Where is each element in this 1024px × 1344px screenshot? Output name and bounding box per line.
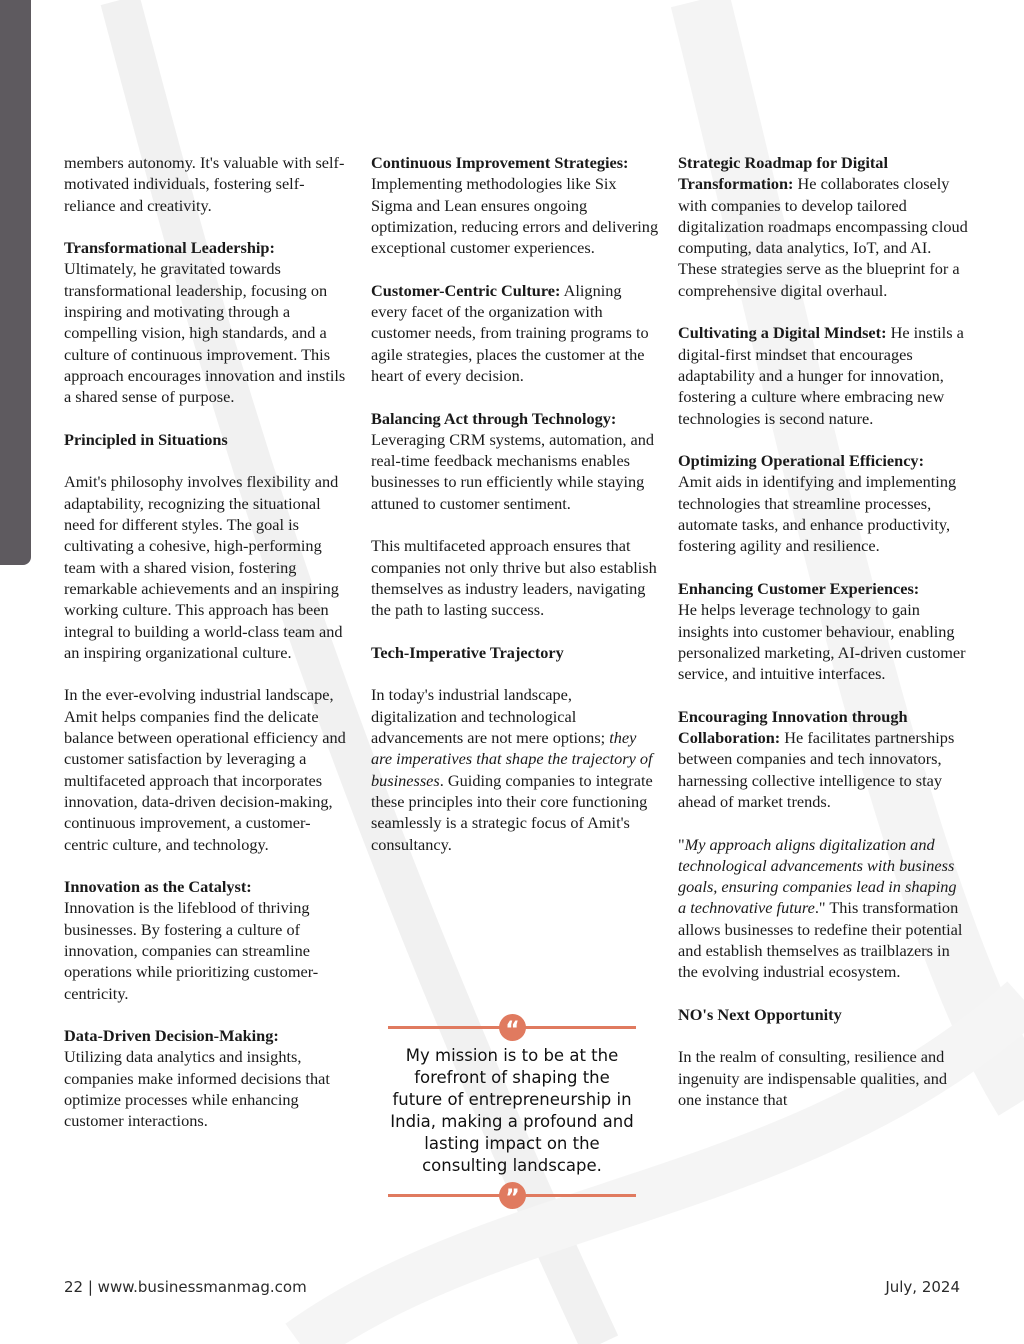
- subheading: Innovation as the Catalyst:: [64, 877, 252, 897]
- quote-divider-top: [388, 1014, 636, 1043]
- paragraph: Encouraging Innovation through Collaboration: He facilitates partnerships between companies and tech innovators, harnessing collective intelligence to stay ahead of market trends.: [678, 706, 955, 811]
- quote-divider-bottom: [388, 1182, 636, 1211]
- subheading: Balancing Act through Technology:: [371, 408, 617, 428]
- subheading: Customer-Centric Culture:: [371, 280, 561, 300]
- subheading: Enhancing Customer Experiences:: [678, 578, 920, 598]
- paragraph: Optimizing Operational Efficiency: Amit aids in identifying and implementing technologies that streamline processes, automate tasks, and enhance productivity, fostering agility and resilience.: [678, 451, 957, 556]
- subheading: Transformational Leadership:: [64, 238, 275, 258]
- column-3: [678, 152, 968, 1132]
- column-1: [64, 152, 354, 1153]
- quote-paragraph: "My approach aligns digitalization and technological advancements with business goals, ensuring companies lead in shaping a technovative future." This transformation allows businesses to redefine their potential and establish themselves as trailblazers in the evolving industrial ecosystem.: [678, 834, 963, 982]
- paragraph: This multifaceted approach ensures that companies not only thrive but also establish themselves as industry leaders, navigating the path to lasting success.: [371, 536, 657, 620]
- paragraph: Cultivating a Digital Mindset: He instils a digital-first mindset that encourages adaptability and a hunger for innovation, fostering a culture where embracing new technologies is second nature.: [678, 323, 964, 428]
- open-quote-icon: “: [499, 1014, 526, 1041]
- paragraph: In the ever-evolving industrial landscape, Amit helps companies find the delicate balance between operational efficiency and customer satisfaction by leveraging a multifaceted approach that incorporates innovation, data-driven decision-making, continuous improvement, a customer-centric culture, and technology.: [64, 685, 346, 854]
- paragraph: Enhancing Customer Experiences: He helps leverage technology to gain insights into customer behaviour, enabling personalized marketing, AI-driven customer service, and intuitive interfaces.: [678, 578, 966, 684]
- side-accent-bar: [0, 0, 31, 565]
- pull-quote-text: My mission is to be at the forefront of shaping the future of entrepreneurship in India, making a profound and lasting impact on the consulting landscape.: [390, 1046, 634, 1175]
- subheading: Optimizing Operational Efficiency:: [678, 451, 924, 471]
- paragraph: Innovation as the Catalyst: Innovation is the lifeblood of thriving businesses. By fostering a culture of innovation, companies can streamline operations while prioritizing customer-centricity.: [64, 877, 319, 1003]
- paragraph: Transformational Leadership: Ultimately, he gravitated towards transformational leadership, focusing on inspiring and motivating through a compelling vision, high standards, and a culture of continuous improvement. This approach encourages innovation and instils a shared sense of purpose.: [64, 238, 346, 407]
- paragraph: Continuous Improvement Strategies: Implementing methodologies like Six Sigma and Lean ensures ongoing optimization, reducing errors and delivering exceptional customer experiences.: [371, 153, 659, 258]
- subheading: Data-Driven Decision-Making:: [64, 1026, 279, 1046]
- paragraph: Strategic Roadmap for Digital Transformation: He collaborates closely with companies to develop tailored digitalization roadmaps encompassing cloud computing, data analytics, IoT, and AI. These strategies serve as the blueprint for a comprehensive digital overhaul.: [678, 153, 968, 300]
- subheading: Continuous Improvement Strategies:: [371, 153, 629, 172]
- subheading: Cultivating a Digital Mindset:: [678, 323, 887, 343]
- paragraph: In the realm of consulting, resilience and ingenuity are indispensable qualities, and one instance that: [678, 1047, 948, 1110]
- footer-page-url: 22 | www.businessmanmag.com: [64, 1278, 307, 1296]
- column-2: [371, 152, 661, 876]
- pull-quote: [388, 1014, 636, 1211]
- paragraph: Balancing Act through Technology: Leveraging CRM systems, automation, and real-time feedback mechanisms enables businesses to run efficiently while staying attuned to customer sentiment.: [371, 408, 655, 513]
- paragraph: Data-Driven Decision-Making: Utilizing data analytics and insights, companies make informed decisions that optimize processes while enhancing customer interactions.: [64, 1026, 330, 1131]
- section-heading: NO's Next Opportunity: [678, 1004, 842, 1024]
- section-heading: Tech-Imperative Trajectory: [371, 642, 564, 662]
- subheading: Strategic Roadmap for Digital Transformation:: [678, 153, 888, 194]
- paragraph: In today's industrial landscape, digitalization and technological advancements are not mere options; they are imperatives that shape the trajectory of businesses. Guiding companies to integrate these principles into their core functioning seamlessly is a strategic focus of Amit's consultancy.: [371, 685, 653, 854]
- paragraph: Amit's philosophy involves flexibility and adaptability, recognizing the situational need for different styles. The goal is cultivating a cohesive, high-performing team with a shared vision, fostering remarkable achievements and an inspiring working culture. This approach has been integral to building a world-class team and an inspiring organizational culture.: [64, 472, 343, 662]
- close-quote-icon: ”: [499, 1182, 526, 1209]
- paragraph: Customer-Centric Culture: Aligning every facet of the organization with customer needs, from training programs to agile strategies, places the customer at the heart of every decision.: [371, 280, 649, 385]
- footer-date: July, 2024: [885, 1278, 960, 1296]
- subheading: Encouraging Innovation through Collaboration:: [678, 706, 908, 748]
- paragraph: members autonomy. It's valuable with self-motivated individuals, fostering self-reliance and creativity.: [64, 153, 345, 215]
- section-heading: Principled in Situations: [64, 429, 228, 449]
